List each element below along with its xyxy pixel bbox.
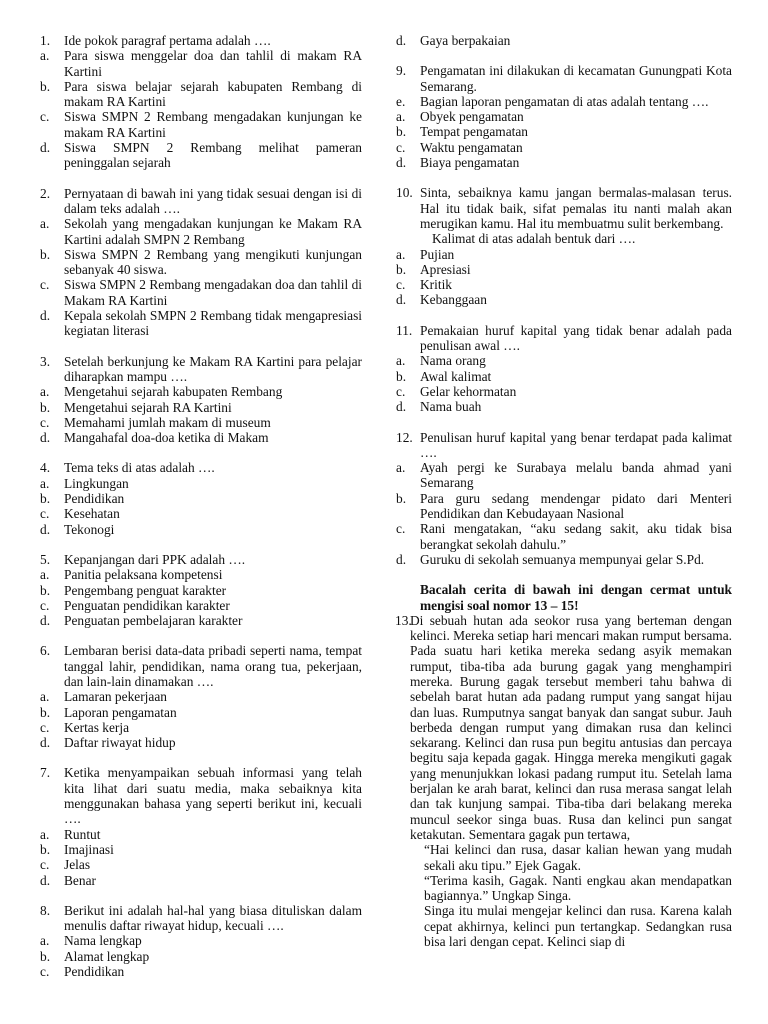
option: d. Mangahafal doa-doa ketika di Makam	[40, 430, 269, 446]
question-text: Ide pokok paragraf pertama adalah ….	[64, 33, 271, 48]
option: d. Nama buah	[396, 399, 482, 415]
option: d. Daftar riwayat hidup	[40, 735, 176, 751]
question-text: Kepanjangan dari PPK adalah ….	[64, 551, 246, 567]
question-2: 2. Pernyataan di bawah ini yang tidak sesuai dengan isi di dalam teks adalah ….	[40, 185, 362, 216]
question-text: Pengamatan ini dilakukan di kecamatan Gunungpati Kota Semarang.	[420, 63, 732, 94]
story-paragraph: Di sebuah hutan ada seokor rusa yang berteman dengan kelinci. Mereka setiap hari mencari makan rumput bersama. Pada suatu hari ketika mereka sedang asyik memakan rumput, tiba-tiba ada burung gagak yang menghampiri mereka. Burung gagak tersebut memberi tahu bahwa di sebelah barat hutan ada padang rumput yang sangat hijau dan luas. Rumputnya sangat banyak dan sangat subur. Jauh berbeda dengan rumput yang dimakan rusa dan kelinci sekarang. Kelinci dan rusa pun begitu antusias dan percaya begitu saja kepada gagak. Hingga mereka mengikuti gagak yang menunjukkan lokasi padang rumput itu. Setelah lama berjalan ke arah barat, kelinci dan rusa merasa sangat lelah dan tak kunjung sampai. Tiba-tiba dari belakang mereka muncul seekor singa buas. Rusa dan kelinci pun sangat ketakutan. Sementara gagak pun tertawa,	[410, 612, 732, 842]
question-text: Setelah berkunjung ke Makam RA Kartini para pelajar diharapkan mampu ….	[64, 353, 362, 384]
option: d. Guruku di sekolah semuanya mempunyai gelar S.Pd.	[396, 551, 705, 567]
option: d. Tekonogi	[40, 521, 115, 537]
option: c. Waktu pengamatan	[396, 139, 523, 155]
option: a. Mengetahui sejarah kabupaten Rembang	[40, 384, 283, 400]
option: c. Penguatan pendidikan karakter	[40, 597, 230, 613]
option: b. Mengetahui sejarah RA Kartini	[40, 399, 232, 415]
story-paragraph: “Terima kasih, Gagak. Nanti engkau akan mendapatkan bagiannya.” Ungkap Singa.	[424, 872, 732, 904]
question-12: 12. Penulisan huruf kapital yang benar terdapat pada kalimat ….	[396, 429, 732, 460]
option: a. Nama lengkap	[40, 933, 142, 949]
option: a. Obyek pengamatan	[396, 109, 524, 125]
option: b. Para siswa belajar sejarah kabupaten Rembang di makam RA Kartini	[40, 78, 362, 110]
option: b. Pendidikan	[40, 491, 125, 507]
option: b. Apresiasi	[396, 261, 471, 277]
option: a. Ayah pergi ke Surabaya melalu banda ahmad yani Semarang	[396, 460, 732, 491]
option: a. Lamaran pekerjaan	[40, 689, 167, 705]
question-text: Penulisan huruf kapital yang benar terdapat pada kalimat ….	[420, 429, 732, 460]
option: c. Siswa SMPN 2 Rembang mengadakan kunjungan ke makam RA Kartini	[40, 109, 362, 140]
question-prompt: Kalimat di atas adalah bentuk dari ….	[432, 231, 636, 247]
option: b. Laporan pengamatan	[40, 704, 177, 720]
option: b. Imajinasi	[40, 841, 114, 857]
question-11: 11. Pemakaian huruf kapital yang tidak benar adalah pada penulisan awal ….	[396, 322, 732, 354]
option: d. Kepala sekolah SMPN 2 Rembang tidak mengapresiasi kegiatan literasi	[40, 308, 362, 339]
question-text: Pernyataan di bawah ini yang tidak sesuai dengan isi di dalam teks adalah ….	[64, 185, 362, 216]
option: c. Siswa SMPN 2 Rembang mengadakan doa dan tahlil di Makam RA Kartini	[40, 277, 362, 308]
question-1: 1. Ide pokok paragraf pertama adalah ….	[40, 33, 362, 48]
question-text: Ketika menyampaikan sebuah informasi yang telah kita lihat dari suatu media, maka sebaiknya kita menggunakan bahasa yang seperti berikut ini, kecuali ….	[64, 765, 362, 827]
option: b. Para guru sedang mendengar pidato dari Menteri Pendidikan dan Kebudayaan Nasional	[396, 490, 732, 522]
story-paragraph: Singa itu mulai mengejar kelinci dan rusa. Karena kalah cepat akhirnya, kelinci pun tertangkap. Sedangkan rusa bisa lari dengan cepat. Kelinci siap di	[424, 903, 732, 950]
option: d. Penguatan pembelajaran karakter	[40, 613, 243, 629]
option: b. Tempat pengamatan	[396, 124, 529, 140]
option: c. Memahami jumlah makam di museum	[40, 414, 271, 430]
story-paragraph: “Hai kelinci dan rusa, dasar kalian hewan yang mudah sekali aku tipu.” Ejek Gagak.	[424, 842, 732, 873]
option: d. Gaya berpakaian	[396, 33, 511, 48]
question-4: 4. Tema teks di atas adalah ….	[40, 460, 362, 475]
option: a. Sekolah yang mengadakan kunjungan ke Makam RA Kartini adalah SMPN 2 Rembang	[40, 216, 362, 247]
option: d. Benar	[40, 872, 96, 888]
option: b. Siswa SMPN 2 Rembang yang mengikuti kunjungan sebanyak 40 siswa.	[40, 246, 362, 278]
question-9: 9. Pengamatan ini dilakukan di kecamatan Gunungpati Kota Semarang.	[396, 63, 732, 94]
option: d. Kebanggaan	[396, 292, 487, 308]
option: a. Runtut	[40, 826, 101, 842]
option: e. Bagian laporan pengamatan di atas adalah tentang ….	[396, 93, 709, 109]
story-text	[410, 613, 732, 950]
question-6: 6. Lembaran berisi data-data pribadi seperti nama, tempat tanggal lahir, pendidikan, nama orang tua, pekerjaan, dan lain-lain dinamakan ….	[40, 643, 362, 689]
question-text: Pemakaian huruf kapital yang tidak benar adalah pada penulisan awal ….	[420, 322, 732, 354]
option: c. Pendidikan	[40, 964, 125, 980]
question-8: 8. Berikut ini adalah hal-hal yang biasa dituliskan dalam menulis daftar riwayat hidup, kecuali ….	[40, 902, 362, 934]
option: c. Jelas	[40, 857, 91, 873]
right-column	[396, 33, 732, 949]
option: c. Kesehatan	[40, 506, 120, 522]
question-10: 10. Sinta, sebaiknya kamu jangan bermalas-malasan terus. Hal itu tidak baik, sifat pemalas itu nanti malah akan merugikan kamu. Hal itu membuatmu sulit berkembang.	[396, 185, 732, 231]
option: b. Awal kalimat	[396, 368, 492, 384]
option: b. Alamat lengkap	[40, 948, 150, 964]
question-13: 13. Di sebuah hutan ada seokor rusa yang berteman dengan kelinci. Mereka setiap hari mencari makan rumput bersama. Pada suatu hari ketika mereka sedang asyik memakan rumput, tiba-tiba ada burung gagak yang menghampiri mereka. Burung gagak tersebut memberi tahu bahwa di sebelah barat hutan ada padang rumput yang sangat hijau dan luas. Rumputnya sangat banyak dan sangat subur. Jauh berbeda dengan rumput yang dimakan rusa dan kelinci sekarang. Kelinci dan rusa pun begitu antusias dan percaya begitu saja kepada gagak. Hingga mereka mengikuti gagak yang menunjukkan lokasi padang rumput itu. Setelah lama berjalan ke arah barat, kelinci dan rusa merasa sangat lelah dan tak kunjung sampai. Tiba-tiba dari belakang mereka muncul seekor singa buas. Rusa dan kelinci pun sangat ketakutan. Sementara gagak pun tertawa, “Hai kelinci dan rusa, dasar kalian hewan yang mudah sekali aku tipu.” Ejek Gagak. “Terima kasih, Gagak. Nanti engkau akan mendapatkan bagiannya.” Ungkap Singa. Singa itu mulai mengejar kelinci dan rusa. Karena kalah cepat akhirnya, kelinci pun tertangkap. Sedangkan rusa bisa lari dengan cepat. Kelinci siap di	[395, 612, 732, 950]
question-text: Lembaran berisi data-data pribadi seperti nama, tempat tanggal lahir, pendidikan, nama orang tua, pekerjaan, dan lain-lain dinamakan ….	[64, 643, 362, 689]
option: a. Pujian	[396, 246, 455, 262]
question-5: 5. Kepanjangan dari PPK adalah ….	[40, 552, 362, 567]
option: d. Biaya pengamatan	[396, 155, 520, 171]
question-text: Tema teks di atas adalah ….	[64, 460, 215, 476]
option: c. Gelar kehormatan	[396, 383, 517, 399]
left-column	[40, 33, 362, 979]
option: a. Nama orang	[396, 353, 486, 369]
question-text: Sinta, sebaiknya kamu jangan bermalas-malasan terus. Hal itu tidak baik, sifat pemalas itu nanti malah akan merugikan kamu. Hal itu membuatmu sulit berkembang.	[420, 185, 732, 231]
option: b. Pengembang penguat karakter	[40, 582, 227, 598]
question-3: 3. Setelah berkunjung ke Makam RA Kartini para pelajar diharapkan mampu ….	[40, 353, 362, 384]
option: c. Kritik	[396, 277, 452, 293]
option: c. Rani mengatakan, “aku sedang sakit, aku tidak bisa berangkat sekolah dahulu.”	[396, 521, 732, 552]
option: a. Para siswa menggelar doa dan tahlil di makam RA Kartini	[40, 48, 362, 79]
option: c. Kertas kerja	[40, 719, 130, 735]
option: a. Lingkungan	[40, 475, 129, 491]
question-7: 7. Ketika menyampaikan sebuah informasi yang telah kita lihat dari suatu media, maka sebaiknya kita menggunakan bahasa yang seperti berikut ini, kecuali ….	[40, 765, 362, 827]
option: d. Siswa SMPN 2 Rembang melihat pameran peninggalan sejarah	[40, 140, 362, 171]
question-text: Berikut ini adalah hal-hal yang biasa dituliskan dalam menulis daftar riwayat hidup, kecuali ….	[64, 902, 362, 934]
section-instruction: Bacalah cerita di bawah ini dengan cermat untuk mengisi soal nomor 13 – 15!	[420, 582, 732, 613]
option: a. Panitia pelaksana kompetensi	[40, 567, 223, 583]
